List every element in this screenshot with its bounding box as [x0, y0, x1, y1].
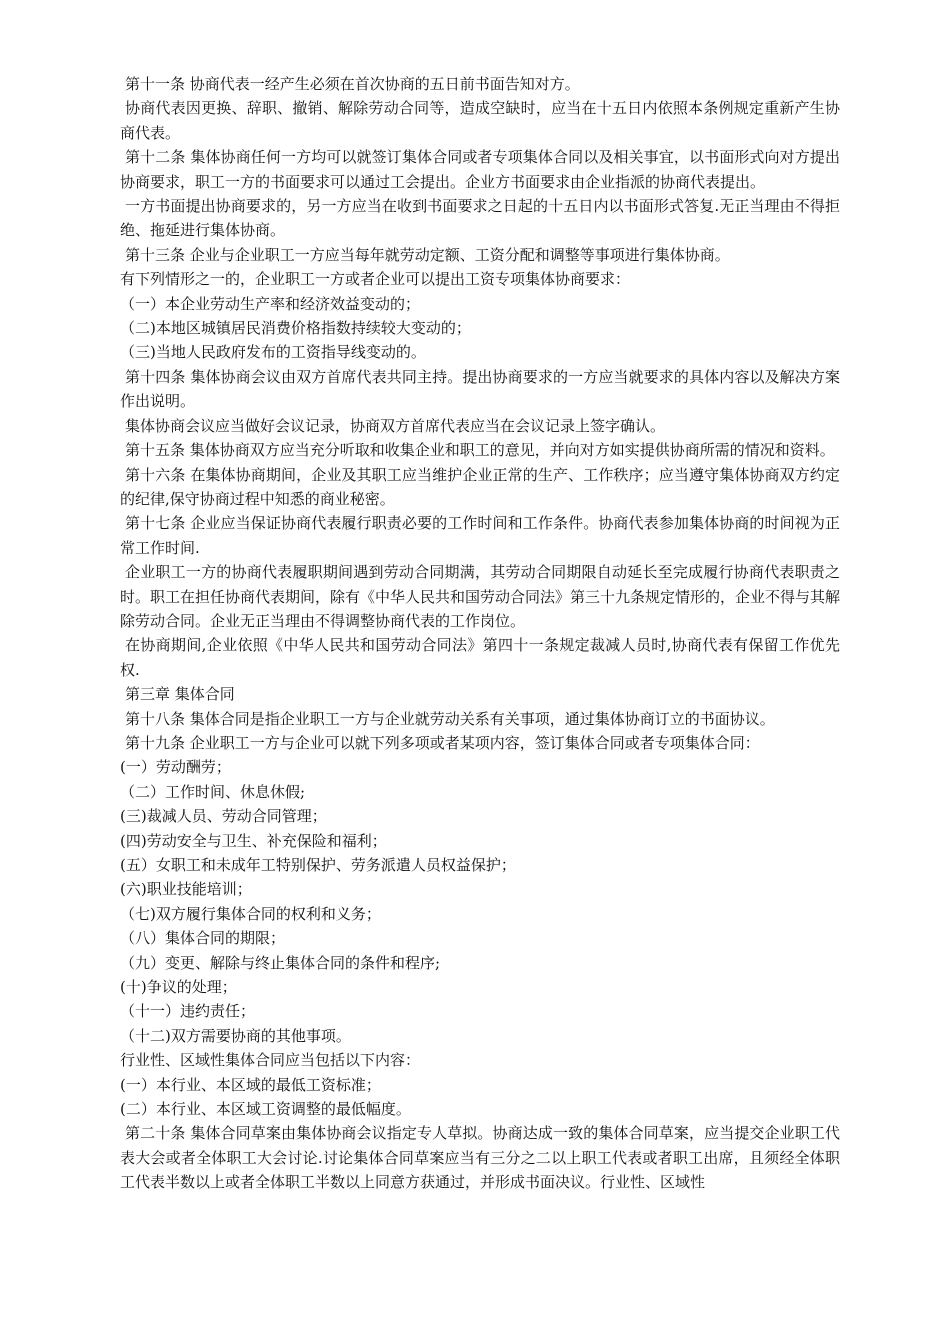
paragraph: 第二十条 集体合同草案由集体协商会议指定专人草拟。协商达成一致的集体合同草案，应当提交企业职工代表大会或者全体职工大会讨论.讨论集体合同草案应当有三分之二以上职工代表或者职工出席，且须经全体职工代表半数以上或者全体职工半数以上同意方获通过，并形成书面决议。行业性、区域性	[120, 1124, 840, 1192]
paragraph: 第十三条 企业与企业职工一方应当每年就劳动定额、工资分配和调整等事项进行集体协商。	[125, 245, 730, 264]
list-item: (十)争议的处理；	[120, 978, 237, 997]
paragraph: 一方书面提出协商要求的，另一方应当在收到书面要求之日起的十五日内以书面形式答复.无正当理由不得拒绝、拖延进行集体协商。	[120, 197, 840, 240]
list-item: (一）本行业、本区域的最低工资标准；	[120, 1075, 381, 1094]
paragraph: 企业职工一方的协商代表履职期间遇到劳动合同期满，其劳动合同期限自动延长至完成履行协商代表职责之时。职工在担任协商代表期间，除有《中华人民共和国劳动合同法》第三十九条规定情形的，企业不得与其解除劳动合同。企业无正当理由不得调整协商代表的工作岗位。	[120, 563, 841, 630]
list-item: （九）变更、解除与终止集体合同的条件和程序;	[120, 953, 441, 972]
paragraph: 第十七条 企业应当保证协商代表履行职责必要的工作时间和工作条件。协商代表参加集体协商的时间视为正常工作时间.	[120, 514, 840, 557]
list-item: (四)劳动安全与卫生、补充保险和福利；	[120, 831, 387, 850]
list-item: （二）工作时间、休息休假;	[120, 782, 306, 801]
paragraph: 协商代表因更换、辞职、撤销、解除劳动合同等，造成空缺时，应当在十五日内依照本条例规定重新产生协商代表。	[120, 99, 840, 142]
list-item: (六)职业技能培训；	[120, 880, 252, 899]
list-item: (一）劳动酬劳；	[120, 758, 231, 777]
paragraph: 在协商期间,企业依照《中华人民共和国劳动合同法》第四十一条规定裁减人员时,协商代表有保留工作优先权.	[120, 636, 840, 679]
paragraph: 第十九条 企业职工一方与企业可以就下列多项或者某项内容，签订集体合同或者专项集体合同：	[125, 733, 760, 752]
list-item: （十二)双方需要协商的其他事项。	[120, 1026, 351, 1045]
list-item: (二）本行业、本区域工资调整的最低幅度。	[120, 1100, 411, 1119]
chapter-heading: 第三章 集体合同	[125, 685, 235, 704]
paragraph: 行业性、区域性集体合同应当包括以下内容：	[120, 1051, 421, 1070]
paragraph: 第十八条 集体合同是指企业职工一方与企业就劳动关系有关事项，通过集体协商订立的书面协议。	[125, 709, 775, 728]
document-body	[120, 72, 840, 1195]
paragraph: 第十五条 集体协商双方应当充分听取和收集企业和职工的意见，并向对方如实提供协商所需的情况和资料。	[125, 441, 835, 460]
list-item: （十一）违约责任；	[120, 1002, 256, 1021]
list-item: （二)本地区城镇居民消费价格指数持续较大变动的；	[120, 319, 471, 338]
list-item: （三)当地人民政府发布的工资指导线变动的。	[120, 343, 426, 362]
paragraph: 第十一条 协商代表一经产生必须在首次协商的五日前书面告知对方。	[125, 75, 580, 93]
list-item: （八）集体合同的期限；	[120, 929, 286, 948]
paragraph: 有下列情形之一的，企业职工一方或者企业可以提出工资专项集体协商要求：	[120, 270, 631, 289]
paragraph: 第十二条 集体协商任何一方均可以就签订集体合同或者专项集体合同以及相关事宜，以书面形式向对方提出协商要求，职工一方的书面要求可以通过工会提出。企业方书面要求由企业指派的协商代表提出。	[120, 148, 840, 191]
paragraph: 第十四条 集体协商会议由双方首席代表共同主持。提出协商要求的一方应当就要求的具体内容以及解决方案作出说明。	[120, 367, 840, 411]
list-item: （一）本企业劳动生产率和经济效益变动的；	[120, 294, 421, 313]
list-item: (三)裁减人员、劳动合同管理；	[120, 807, 327, 826]
list-item: (五）女职工和未成年工特别保护、劳务派遣人员权益保护；	[120, 856, 516, 874]
paragraph: 第十六条 在集体协商期间，企业及其职工应当维护企业正常的生产、工作秩序；应当遵守集体协商双方约定的纪律,保守协商过程中知悉的商业秘密。	[120, 465, 840, 508]
list-item: （七)双方履行集体合同的权利和义务；	[120, 904, 381, 923]
paragraph: 集体协商会议应当做好会议记录，协商双方首席代表应当在会议记录上签字确认。	[125, 416, 666, 435]
